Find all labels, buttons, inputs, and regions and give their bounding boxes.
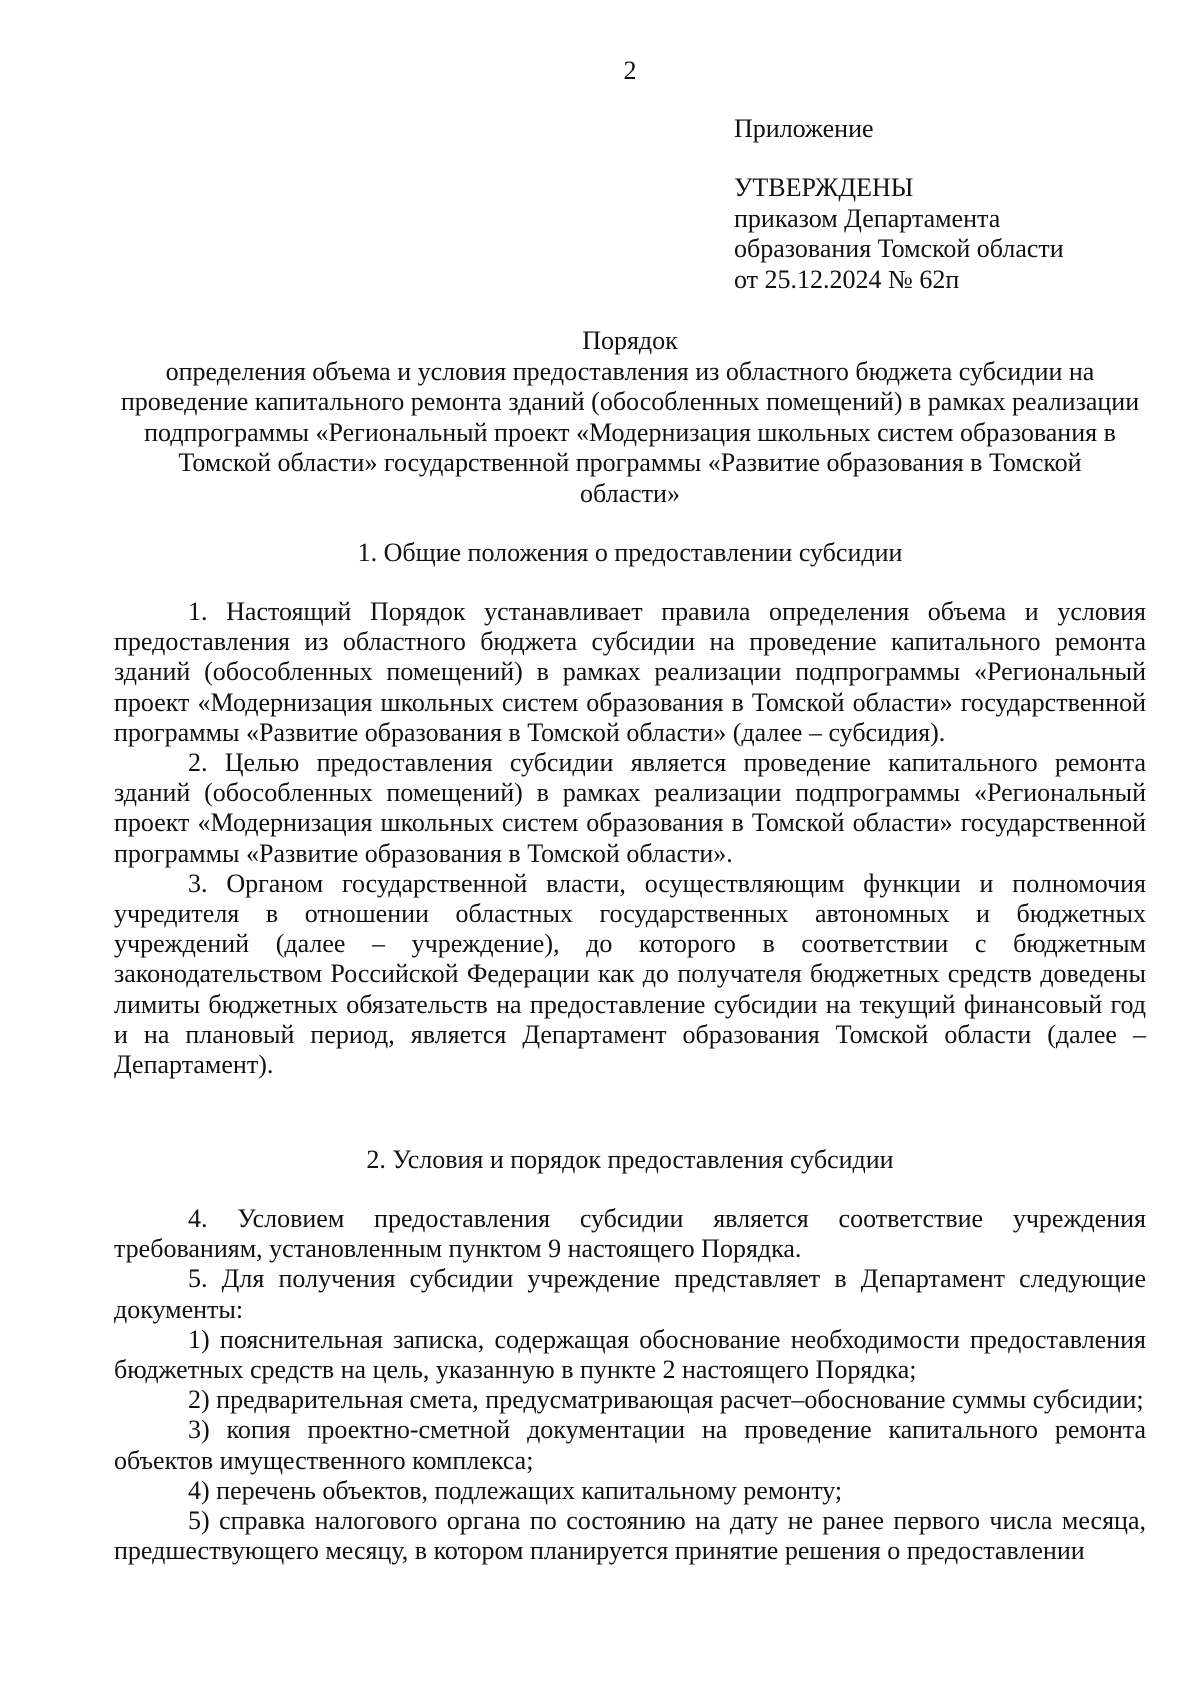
section-1-body — [114, 597, 1146, 1080]
appendix-label: Приложение — [734, 114, 874, 143]
page-number: 2 — [623, 56, 637, 85]
approval-heading: УТВЕРЖДЕНЫ — [734, 173, 914, 202]
list-item: 5) справка налогового органа по состоянию на дату не ранее первого числа месяца, предшествующего месяцу, в котором планируется принятие решения о предоставлении — [114, 1506, 1146, 1566]
paragraph: 1. Настоящий Порядок устанавливает правила определения объема и условия предоставления из областного бюджета субсидии на проведение капитального ремонта зданий (обособленных помещений) в рамках реализации подпрограммы «Региональный проект «Модернизация школьных систем образования в Томской области» государственной программы «Развитие образования в Томской области» (далее – субсидия). — [114, 597, 1146, 747]
section-2-body — [114, 1204, 1146, 1566]
paragraph: 3. Органом государственной власти, осуществляющим функции и полномочия учредителя в отношении областных государственных автономных и бюджетных учреждений (далее – учреждение), до которого в соответствии с бюджетным законодательством Российской Федерации как до получателя бюджетных средств доведены лимиты бюджетных обязательств на предоставление субсидии на текущий финансовый год и на плановый период, является Департамент образования Томской области (далее – Департамент). — [114, 868, 1146, 1080]
list-item: 4) перечень объектов, подлежащих капитальному ремонту; — [188, 1475, 843, 1505]
list-item: 1) пояснительная записка, содержащая обоснование необходимости предоставления бюджетных средств на цель, указанную в пункте 2 настоящего Порядка; — [114, 1324, 1146, 1385]
approval-block — [734, 173, 1064, 295]
approval-line: приказом Департамента — [734, 203, 1001, 233]
document-title-line: подпрограммы «Региональный проект «Модернизация школьных систем образования в — [144, 417, 1116, 447]
document-title-line: проведение капитального ремонта зданий (обособленных помещений) в рамках реализации — [120, 387, 1140, 416]
approval-line: от 25.12.2024 № 62п — [734, 264, 960, 294]
document-title-line: Томской области» государственной программы «Развитие образования в Томской — [178, 448, 1082, 477]
list-item: 2) предварительная смета, предусматривающая расчет–обоснование суммы субсидии; — [188, 1385, 1144, 1415]
document-title — [114, 326, 1146, 509]
document-title-line: определения объема и условия предоставления из областного бюджета субсидии на — [165, 356, 1095, 386]
document-title-line: Порядок — [582, 326, 678, 355]
list-item: 3) копия проектно-сметной документации на проведение капитального ремонта объектов имущественного комплекса; — [114, 1415, 1146, 1475]
paragraph: 2. Целью предоставления субсидии является проведение капитального ремонта зданий (обособленных помещений) в рамках реализации подпрограммы «Региональный проект «Модернизация школьных систем образования в Томской области» государственной программы «Развитие образования в Томской области». — [114, 748, 1146, 868]
approval-line: образования Томской области — [734, 234, 1064, 263]
paragraph: 4. Условием предоставления субсидии является соответствие учреждения требованиям, установленным пунктом 9 настоящего Порядка. — [114, 1204, 1146, 1264]
document-title-line: области» — [580, 478, 680, 508]
section-heading: 1. Общие положения о предоставлении субсидии — [357, 538, 903, 567]
section-heading: 2. Условия и порядок предоставления субсидии — [366, 1145, 894, 1174]
paragraph: 5. Для получения субсидии учреждение представляет в Департамент следующие документы: — [114, 1264, 1146, 1324]
